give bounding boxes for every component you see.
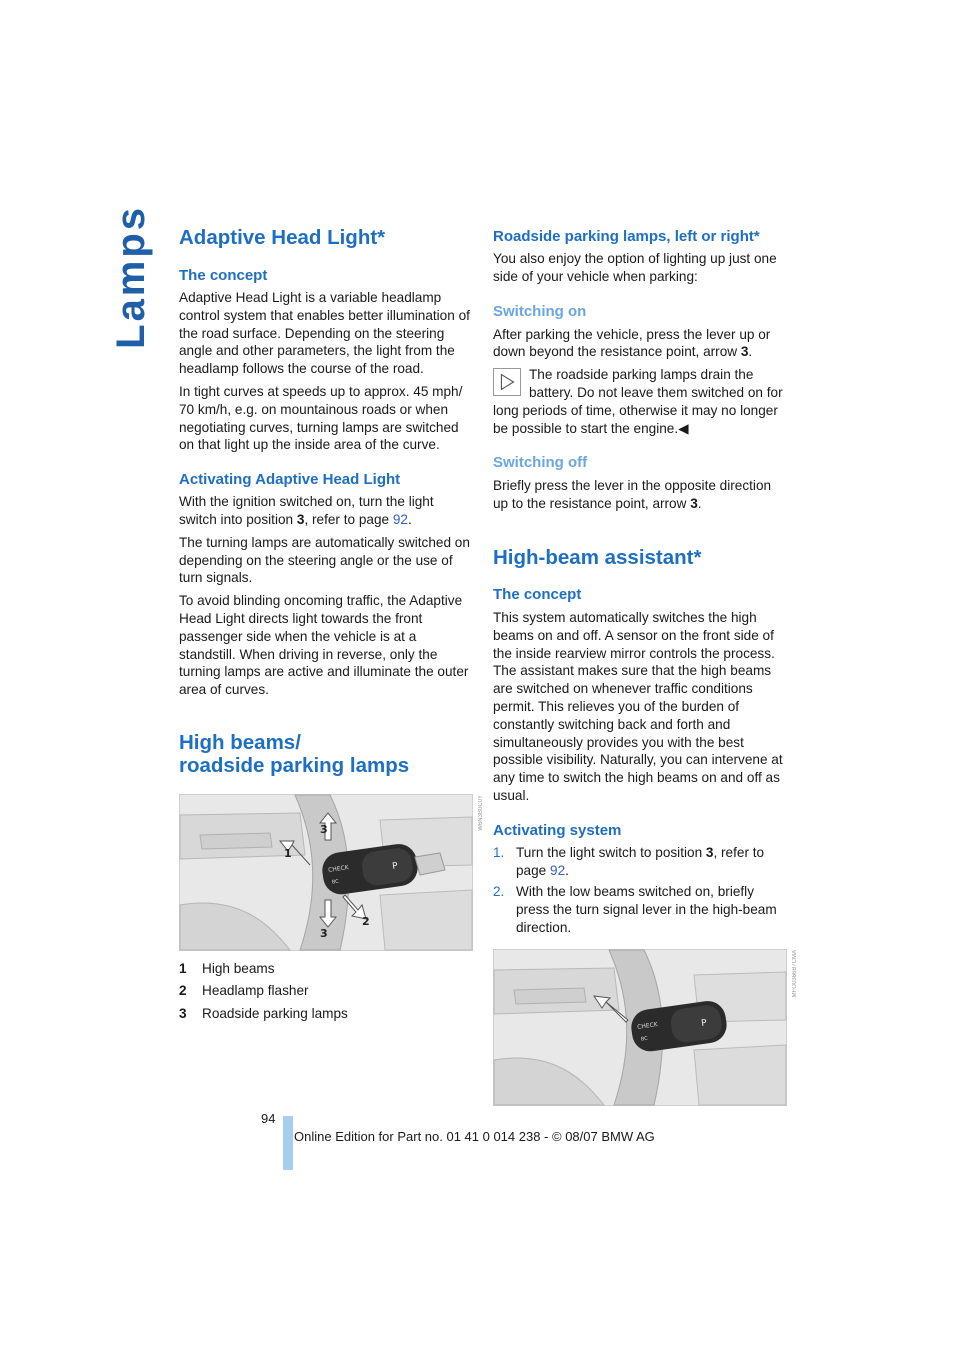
heading-high-beam-assistant: High-beam assistant* <box>493 545 702 569</box>
step-item: 1. Turn the light switch to position 3, refer to page 92. <box>493 844 765 878</box>
assistant-concept-paragraph: This system automatically switches the high beams on and off. A sensor on the front side of the inside rearview mirror controls the process. The assistant makes sure that the high beams are switched on whenever traffic conditions permit. This relieves you of the burden of constantly switching back and forth and simultaneously provides you with the best possible visibility. Naturally, you can intervene at any time to switch the high beams on and off as usual. <box>493 609 783 803</box>
lever-figure-1 <box>179 794 484 951</box>
footer-accent-bar <box>283 1116 293 1170</box>
concept-paragraph-2: In tight curves at speeds up to approx. 45 mph/ 70 km/h, e.g. on mountainous roads or when negotiating curves, turning lamps are switched on that light up the inside area of the curve. <box>179 383 463 453</box>
legend-item: 3 Roadside parking lamps <box>179 1005 348 1021</box>
svg-text:1: 1 <box>284 846 292 860</box>
roadside-paragraph: You also enjoy the option of lighting up just one side of your vehicle when parking: <box>493 251 777 284</box>
lever-figure-2 <box>493 949 798 1106</box>
svg-text:P: P <box>391 861 399 872</box>
svg-text:BC: BC <box>640 1035 649 1043</box>
note-text: The roadside parking lamps drain the battery. Do not leave them switched on for long periods of time, otherwise it may no longer be possible to start the engine.◀ <box>493 367 783 436</box>
activating-paragraph-1: With the ignition switched on, turn the light switch into position 3, refer to page 92. <box>179 494 434 527</box>
heading-concept: The concept <box>179 267 268 284</box>
activation-steps <box>493 844 785 937</box>
play-triangle-icon <box>493 368 521 396</box>
lever-illustration <box>180 795 472 950</box>
heading-switching-on: Switching on <box>493 302 587 320</box>
page-link[interactable]: 92 <box>550 862 566 878</box>
figure-code: MFO0366B7CMA <box>792 949 798 998</box>
figure-code: W6N3B0C0Y <box>478 794 484 831</box>
step-item: 2. With the low beams switched on, briefly press the turn signal lever in the high-beam direction. <box>493 884 777 935</box>
switching-on-paragraph: After parking the vehicle, press the lever up or down beyond the resistance point, arrow 3. <box>493 326 771 360</box>
heading-activating-system: Activating system <box>493 821 622 839</box>
heading-adaptive-head-light: Adaptive Head Light* <box>179 226 386 249</box>
heading-switching-off: Switching off <box>493 454 588 472</box>
left-column <box>179 226 484 1027</box>
legend-item: 1 High beams <box>179 960 275 976</box>
heading-concept-assistant: The concept <box>493 585 582 603</box>
page-number: 94 <box>261 1111 276 1126</box>
chapter-tab <box>109 205 154 349</box>
heading-high-beams: High beams/ roadside parking lamps <box>179 730 410 777</box>
footer-edition-text: Online Edition for Part no. 01 41 0 014 238 - © 08/07 BMW AG <box>294 1129 655 1144</box>
page-link[interactable]: 92 <box>392 511 408 527</box>
activating-paragraph-3: To avoid blinding oncoming traffic, the Adaptive Head Light directs light towards the front passenger side when the vehicle is at a standstill. When driving in reverse, only the turning lamps are active and illuminate the outer area of curves. <box>179 593 469 698</box>
svg-text:2: 2 <box>362 914 370 928</box>
switching-off-paragraph: Briefly press the lever in the opposite direction up to the resistance point, arrow 3. <box>493 478 772 512</box>
legend-item: 2 Headlamp flasher <box>179 983 309 999</box>
svg-text:3: 3 <box>320 822 328 836</box>
right-column <box>493 228 798 1106</box>
svg-text:BC: BC <box>331 878 340 886</box>
svg-text:P: P <box>700 1018 708 1029</box>
battery-note <box>493 366 785 437</box>
svg-text:3: 3 <box>320 926 328 940</box>
end-marker-icon: ◀ <box>678 420 689 436</box>
heading-roadside-parking: Roadside parking lamps, left or right* <box>493 228 760 245</box>
svg-text:CHECK: CHECK <box>636 1020 659 1031</box>
concept-paragraph-1: Adaptive Head Light is a variable headlamp control system that enables better illumination of the road surface. Depending on the steering angle and other parameters, the light from the headlamp follows the course of the road. <box>179 290 470 377</box>
heading-activating-adaptive: Activating Adaptive Head Light <box>179 471 401 489</box>
figure-legend <box>179 960 471 1022</box>
high-beam-lever-illustration <box>494 950 786 1105</box>
chapter-tab-label: Lamps <box>109 205 154 349</box>
activating-paragraph-2: The turning lamps are automatically switched on depending on the steering angle or the use of turn signals. <box>179 534 470 586</box>
svg-text:CHECK: CHECK <box>327 864 350 874</box>
